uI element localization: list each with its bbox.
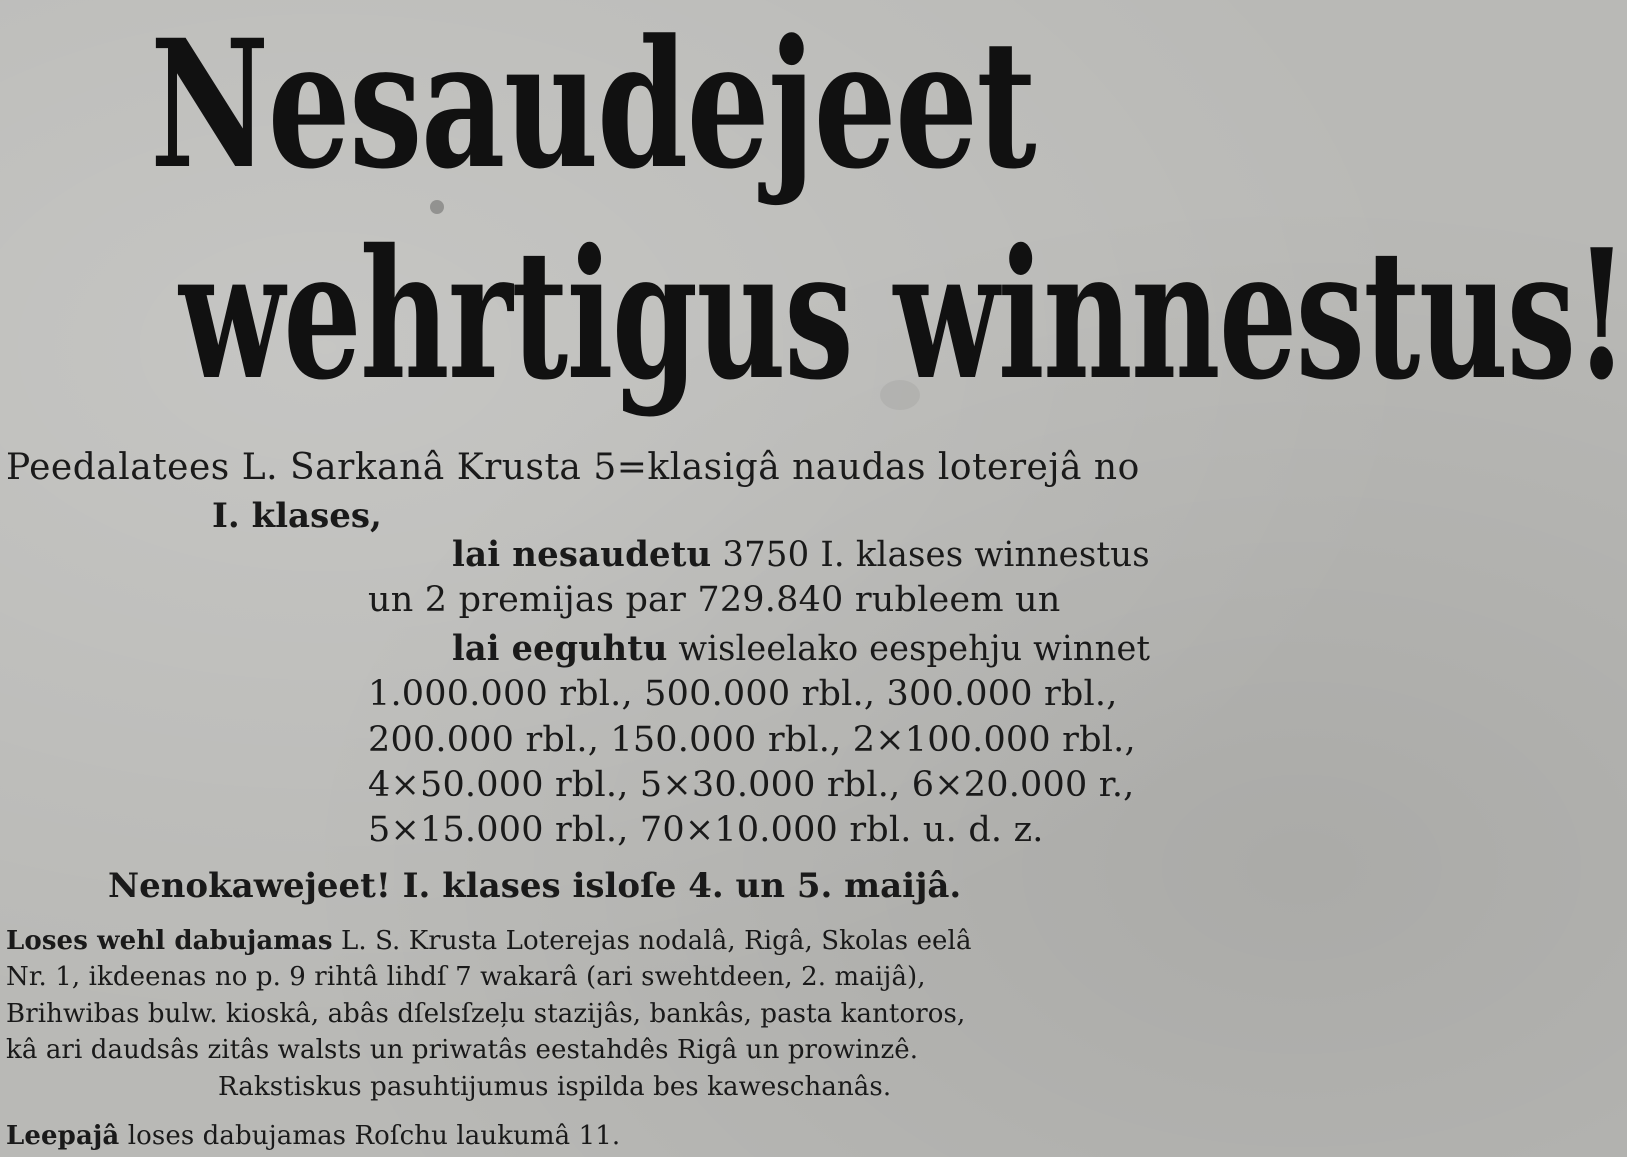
hurry-notice: Nenokawejeet! I. klases isloſe 4. un 5. maijâ. (108, 866, 962, 906)
detail-line-7: 5×15.000 rbl., 70×10.000 rbl. u. d. z. (368, 810, 1044, 850)
notice-line-5: Rakstiskus pasuhtijumus ispilda bes kaweschanâs. (218, 1072, 892, 1102)
notice-lead-6: Leepajâ (6, 1121, 120, 1151)
detail-line-4: 1.000.000 rbl., 500.000 rbl., 300.000 rbl., (368, 674, 1118, 714)
notice-line-4: kâ ari daudsâs zitâs walsts un priwatâs eestahdês Rigâ un prowinzê. (6, 1035, 919, 1065)
detail-line-3 (452, 628, 1150, 669)
headline-line-2: wehrtigus winnestus! (179, 210, 1627, 419)
detail-lead-3: lai eeguhtu (452, 628, 668, 669)
notice-lead-1: Loses wehl dabujamas (6, 926, 333, 956)
detail-line-6: 4×50.000 rbl., 5×30.000 rbl., 6×20.000 r., (368, 765, 1135, 805)
intro-line-1: Peedalatees L. Sarkanâ Krusta 5=klasigâ naudas loterejâ no (6, 447, 1140, 488)
detail-line-1 (452, 534, 1150, 575)
intro-line-2: I. klases, (212, 496, 382, 536)
notice-line-2: Nr. 1, ikdeenas no p. 9 rihtâ lihdſ 7 wakarâ (ari swehtdeen, 2. maijâ), (6, 962, 926, 992)
detail-text-3: wisleelako eespehju winnet (667, 629, 1151, 669)
notice-line-3: Brihwibas bulw. kioskâ, abâs dſelsſzeļu stazijâs, bankâs, pasta kantoros, (6, 999, 966, 1029)
notice-text-1: L. S. Krusta Loterejas nodalâ, Rigâ, Skolas eelâ (332, 926, 972, 956)
notice-line-1 (6, 926, 972, 956)
notice-line-6 (6, 1121, 620, 1151)
detail-line-5: 200.000 rbl., 150.000 rbl., 2×100.000 rbl., (368, 720, 1136, 760)
headline-line-1: Nesaudejeet (150, 1, 1036, 208)
detail-lead-1: lai nesaudetu (452, 534, 712, 575)
detail-text-1: 3750 I. klases winnestus (711, 535, 1150, 575)
detail-line-2: un 2 premijas par 729.840 rubleem un (368, 580, 1061, 620)
notice-text-6: loses dabujamas Roſchu laukumâ 11. (119, 1121, 621, 1151)
